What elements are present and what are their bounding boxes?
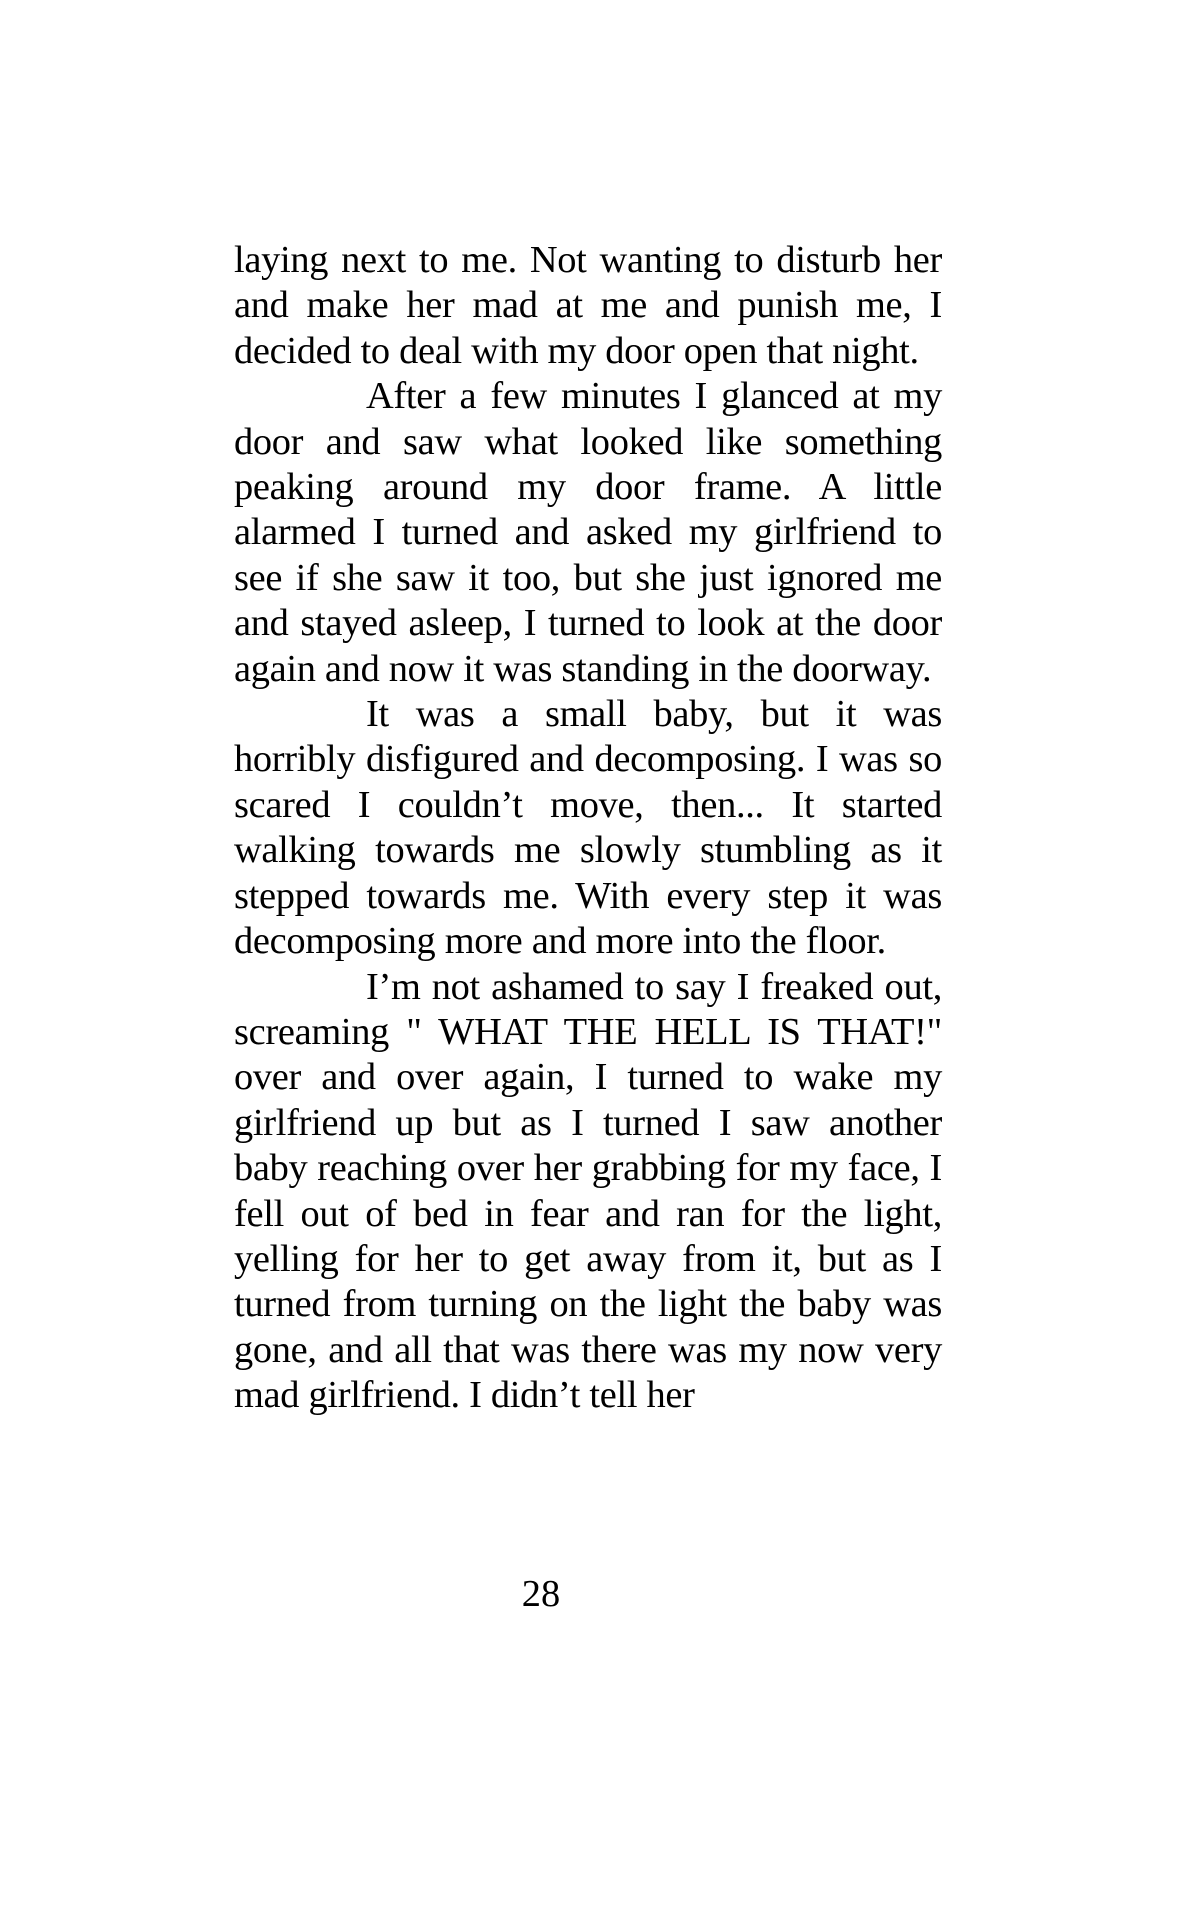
paragraph: After a few minutes I glanced at my door and saw what looked like something peaking around my door frame. A little alarmed I turned and asked my girlfriend to see if she saw it too, but she just ignored me and stayed asleep, I turned to look at the door again and now it was standing in the doorway. (234, 375, 942, 690)
paragraph: I’m not ashamed to say I freaked out, screaming " WHAT THE HELL IS THAT!" over and over again, I turned to wake my girlfriend up but as I turned I saw another baby reaching over her grabbing for my face, I fell out of bed in fear and ran for the light, yelling for her to get away from it, but as I turned from turning on the light the baby was gone, and all that was there was my now very mad girlfriend. I didn’t tell her (234, 965, 942, 1417)
paragraph: It was a small baby, but it was horribly disfigured and decomposing. I was so scared I couldn’t move, then... It started walking towards me slowly stumbling as it stepped towards me. With every step it was decomposing more and more into the floor. (234, 693, 942, 963)
paragraph: laying next to me. Not wanting to disturb her and make her mad at me and punish me, I decided to deal with my door open that night. (234, 239, 942, 372)
body-text (234, 238, 942, 1419)
page-number: 28 (521, 1573, 561, 1615)
